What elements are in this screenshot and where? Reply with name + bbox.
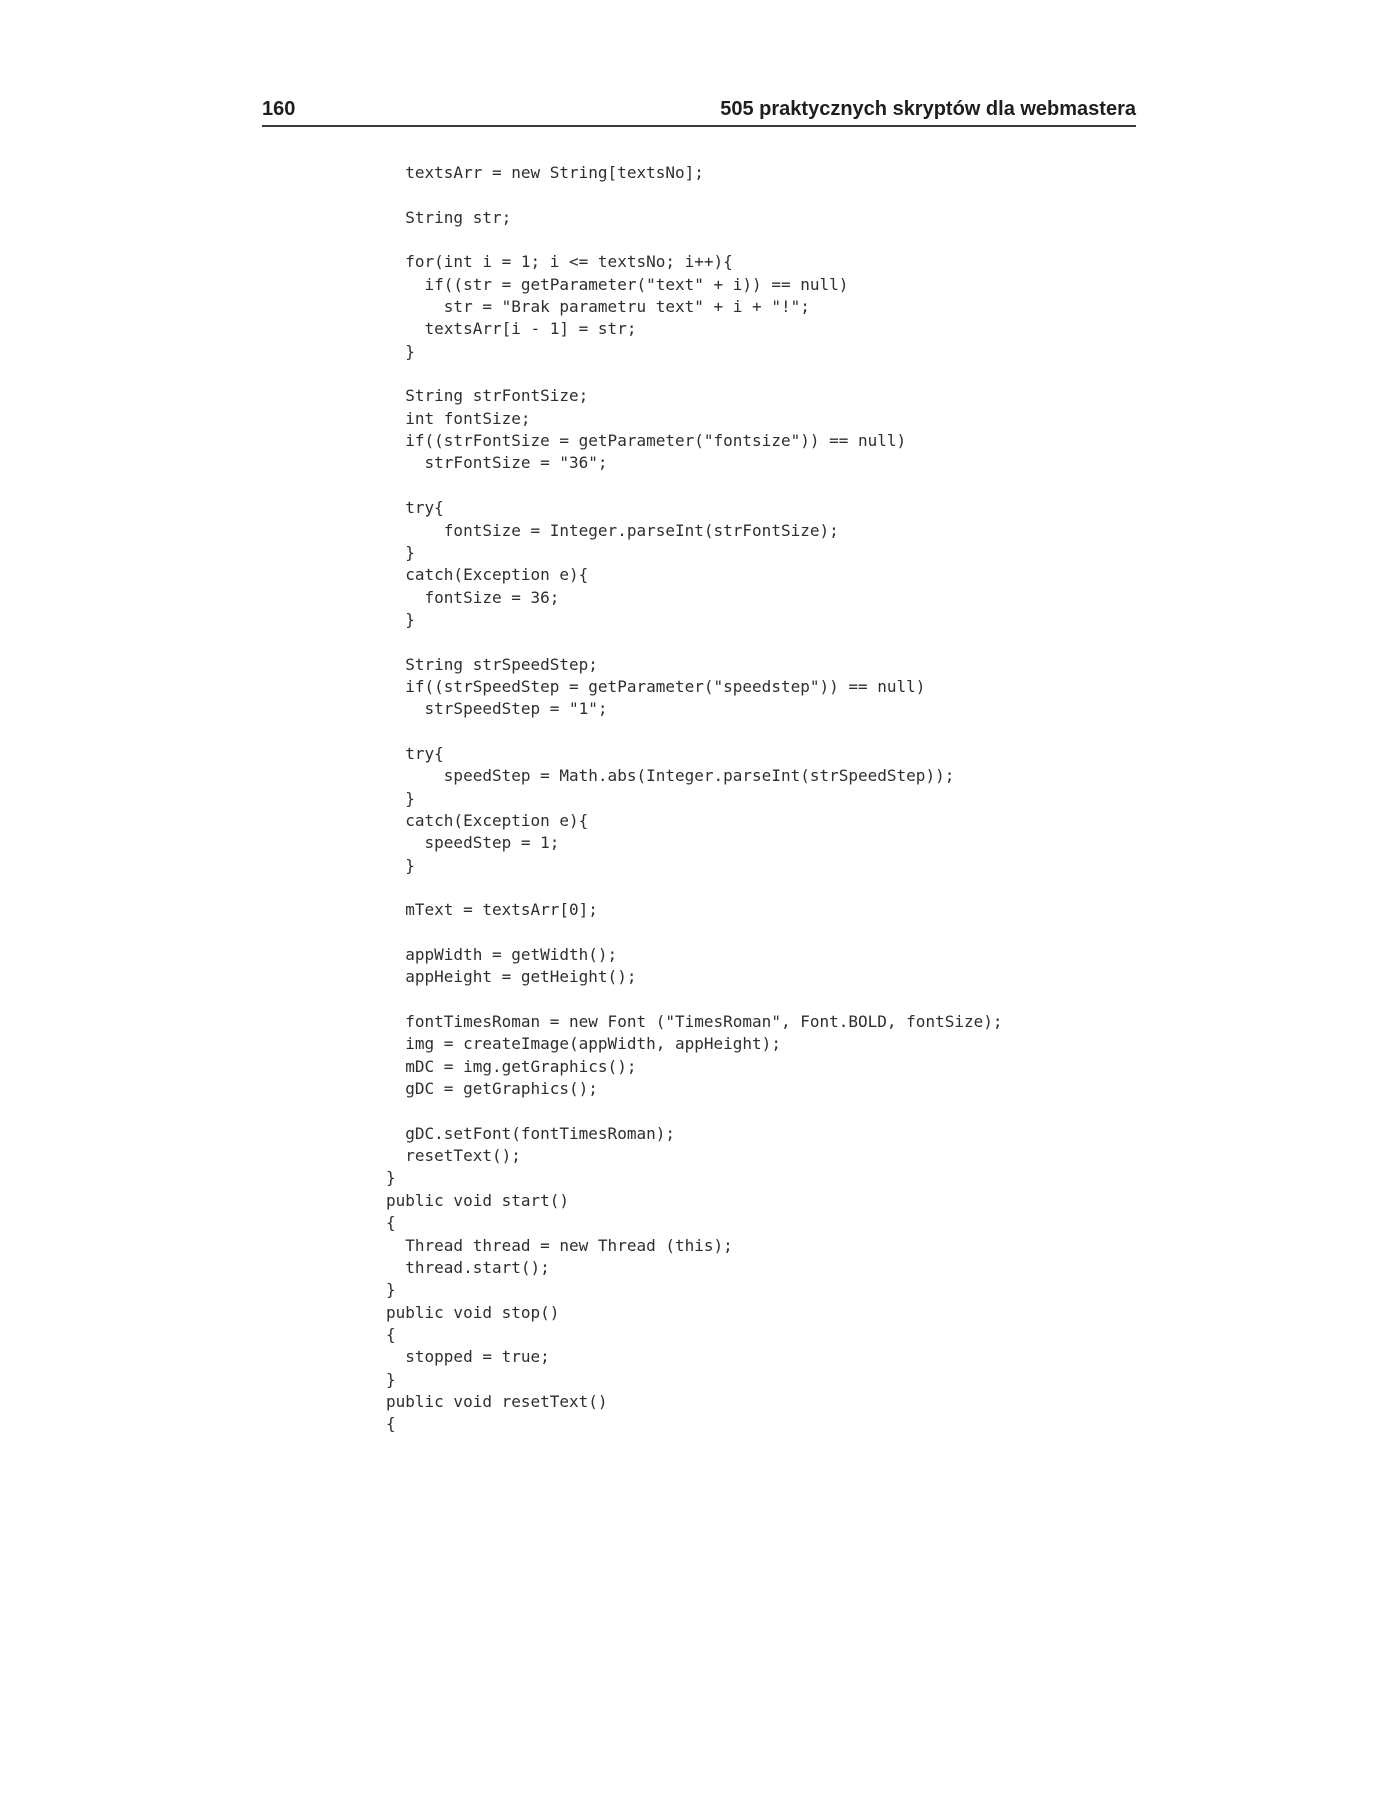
code-line: gDC.setFont(fontTimesRoman);: [386, 1123, 675, 1143]
code-line: [386, 721, 1003, 743]
code-line: strSpeedStep = "1";: [386, 699, 608, 719]
code-line: [386, 229, 1003, 251]
code-line: strFontSize = "36";: [386, 453, 608, 473]
code-line: appHeight = getHeight();: [386, 967, 637, 987]
code-line: [386, 922, 1003, 944]
header-rule: [262, 125, 1136, 127]
code-line: String str;: [386, 207, 512, 227]
code-line: str = "Brak parametru text" + i + "!";: [386, 297, 810, 317]
code-line: speedStep = Math.abs(Integer.parseInt(strSpeedStep));: [386, 766, 955, 786]
code-line: resetText();: [386, 1146, 521, 1166]
code-line: [386, 989, 1003, 1011]
code-line: mText = textsArr[0];: [386, 900, 598, 920]
code-line: }: [386, 542, 415, 562]
code-line: }: [386, 609, 415, 629]
code-line: for(int i = 1; i <= textsNo; i++){: [386, 252, 733, 272]
code-line: public void resetText(): [386, 1391, 608, 1411]
code-listing: [386, 162, 1003, 1436]
code-line: textsArr = new String[textsNo];: [386, 163, 704, 182]
code-line: }: [386, 1280, 396, 1300]
code-line: if((strFontSize = getParameter("fontsize")) == null): [386, 431, 907, 451]
code-line: catch(Exception e){: [386, 810, 589, 830]
code-line: fontTimesRoman = new Font ("TimesRoman", Font.BOLD, fontSize);: [386, 1012, 1003, 1032]
code-line: [386, 184, 1003, 206]
code-line: public void start(): [386, 1190, 570, 1210]
code-line: }: [386, 1168, 396, 1188]
code-line: String strSpeedStep;: [386, 654, 598, 674]
code-line: catch(Exception e){: [386, 565, 589, 585]
code-line: }: [386, 855, 415, 875]
code-line: mDC = img.getGraphics();: [386, 1056, 637, 1076]
code-line: fontSize = 36;: [386, 587, 560, 607]
code-line: textsArr[i - 1] = str;: [386, 319, 637, 339]
code-line: int fontSize;: [386, 408, 531, 428]
code-line: if((strSpeedStep = getParameter("speedstep")) == null): [386, 676, 926, 696]
code-line: }: [386, 1369, 396, 1389]
code-line: [386, 631, 1003, 653]
code-line: fontSize = Integer.parseInt(strFontSize);: [386, 520, 839, 540]
code-line: String strFontSize;: [386, 386, 589, 406]
code-line: {: [386, 1414, 396, 1434]
code-line: [386, 877, 1003, 899]
code-line: if((str = getParameter("text" + i)) == null): [386, 274, 849, 294]
page-number: 160: [262, 98, 296, 120]
code-line: thread.start();: [386, 1257, 550, 1277]
code-line: }: [386, 788, 415, 808]
code-line: public void stop(): [386, 1302, 560, 1322]
page-header: [262, 96, 1136, 126]
code-line: {: [386, 1324, 396, 1344]
code-line: stopped = true;: [386, 1347, 550, 1367]
code-line: appWidth = getWidth();: [386, 945, 618, 965]
code-line: gDC = getGraphics();: [386, 1079, 598, 1099]
code-line: img = createImage(appWidth, appHeight);: [386, 1034, 781, 1054]
code-line: [386, 363, 1003, 385]
code-line: Thread thread = new Thread (this);: [386, 1235, 733, 1255]
running-title: 505 praktycznych skryptów dla webmastera: [720, 98, 1136, 120]
code-line: {: [386, 1213, 396, 1233]
code-line: try{: [386, 498, 444, 518]
code-line: speedStep = 1;: [386, 833, 560, 853]
code-line: [386, 475, 1003, 497]
code-line: try{: [386, 743, 444, 763]
code-line: [386, 1100, 1003, 1122]
code-line: }: [386, 341, 415, 361]
